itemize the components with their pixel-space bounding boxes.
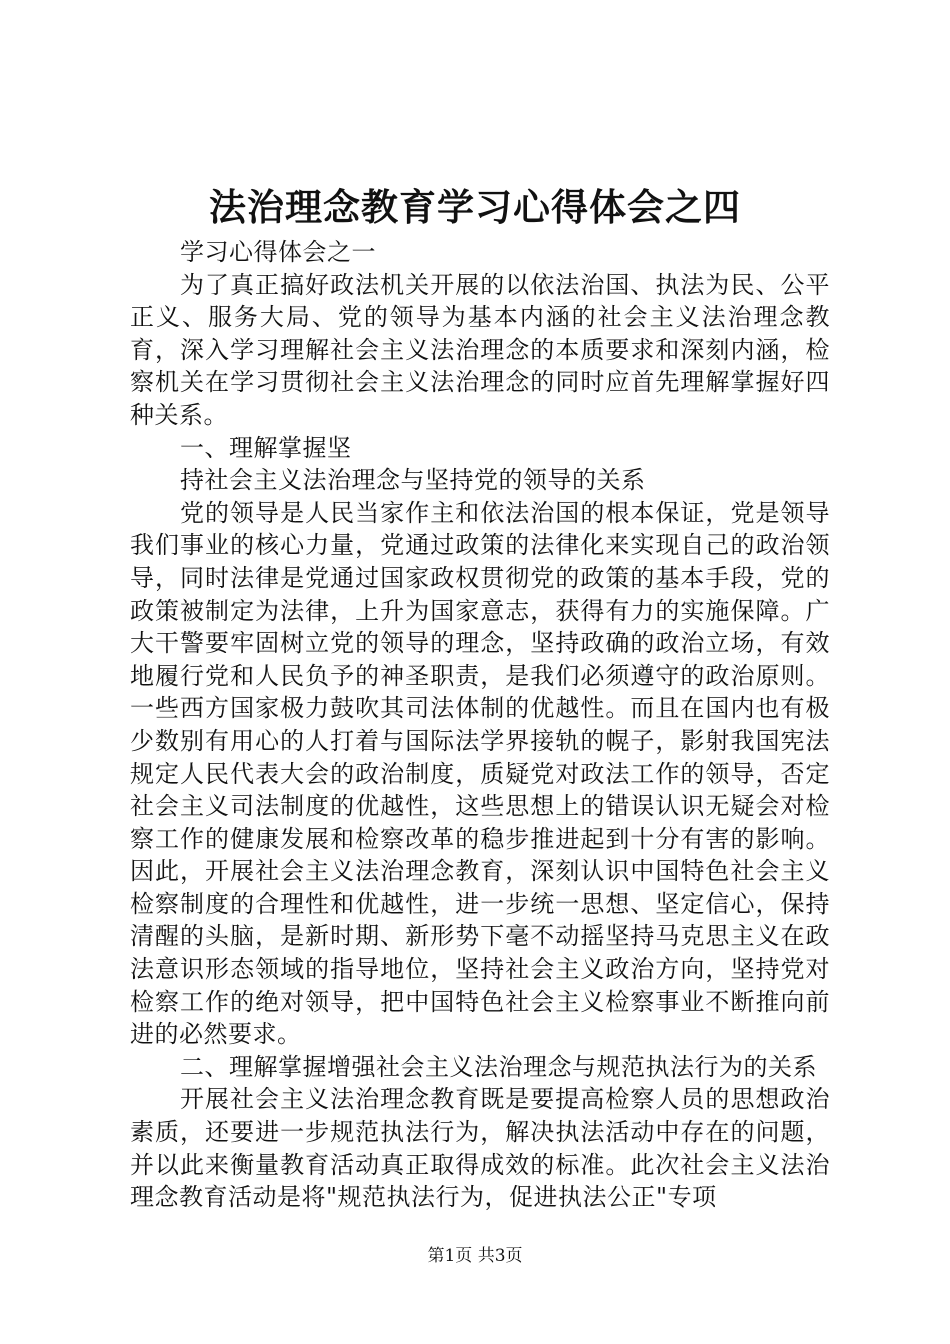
section-heading-1: 一、理解掌握坚 [180,433,352,462]
section-heading-2: 二、理解掌握增强社会主义法治理念与规范执法行为的关系 [180,1052,817,1081]
section-heading-1-continued: 持社会主义法治理念与坚持党的领导的关系 [180,466,646,495]
paragraph-standardize-enforcement: 开展社会主义法治理念教育既是要提高检察人员的思想政治素质，还要进一步规范执法行为，解决执法活动中存在的问题，并以此来衡量教育活动真正取得成效的标准。此次社会主义法治理念教育活动是将"规范执法行为，促进执法公正"专项 [130,1085,830,1212]
paragraph-party-leadership: 党的领导是人民当家作主和依法治国的根本保证，党是领导我们事业的核心力量，党通过政策的法律化来实现自己的政治领导，同时法律是党通过国家政权贯彻党的政策的基本手段，党的政策被制定为法律，上升为国家意志，获得有力的实施保障。广大干警要牢固树立党的领导的理念，坚持政确的政治立场，有效地履行党和人民负予的神圣职责，是我们必须遵守的政治原则。一些西方国家极力鼓吹其司法体制的优越性。而且在国内也有极少数别有用心的人打着与国际法学界接轨的幌子，影射我国宪法规定人民代表大会的政治制度，质疑党对政法工作的领导，否定社会主义司法制度的优越性，这些思想上的错误认识无疑会对检察工作的健康发展和检察改革的稳步推进起到十分有害的影响。因此，开展社会主义法治理念教育，深刻认识中国特色社会主义检察制度的合理性和优越性，进一步统一思想、坚定信心，保持清醒的头脑，是新时期、新形势下毫不动摇坚持马克思主义在政法意识形态领域的指导地位，坚持社会主义政治方向，坚持党对检察工作的绝对领导，把中国特色社会主义检察事业不断推向前进的必然要求。 [130,498,830,1049]
document-body [130,236,830,1214]
page-footer: 第1页 共3页 [427,1246,523,1266]
paragraph-subtitle: 学习心得体会之一 [180,238,376,266]
document-title: 法治理念教育学习心得体会之四 [209,185,741,229]
paragraph-intro: 为了真正搞好政法机关开展的以依法治国、执法为民、公平正义、服务大局、党的领导为基本内涵的社会主义法治理念教育，深入学习理解社会主义法治理念的本质要求和深刻内涵，检察机关在学习贯彻社会主义法治理念的同时应首先理解掌握好四种关系。 [130,270,830,429]
